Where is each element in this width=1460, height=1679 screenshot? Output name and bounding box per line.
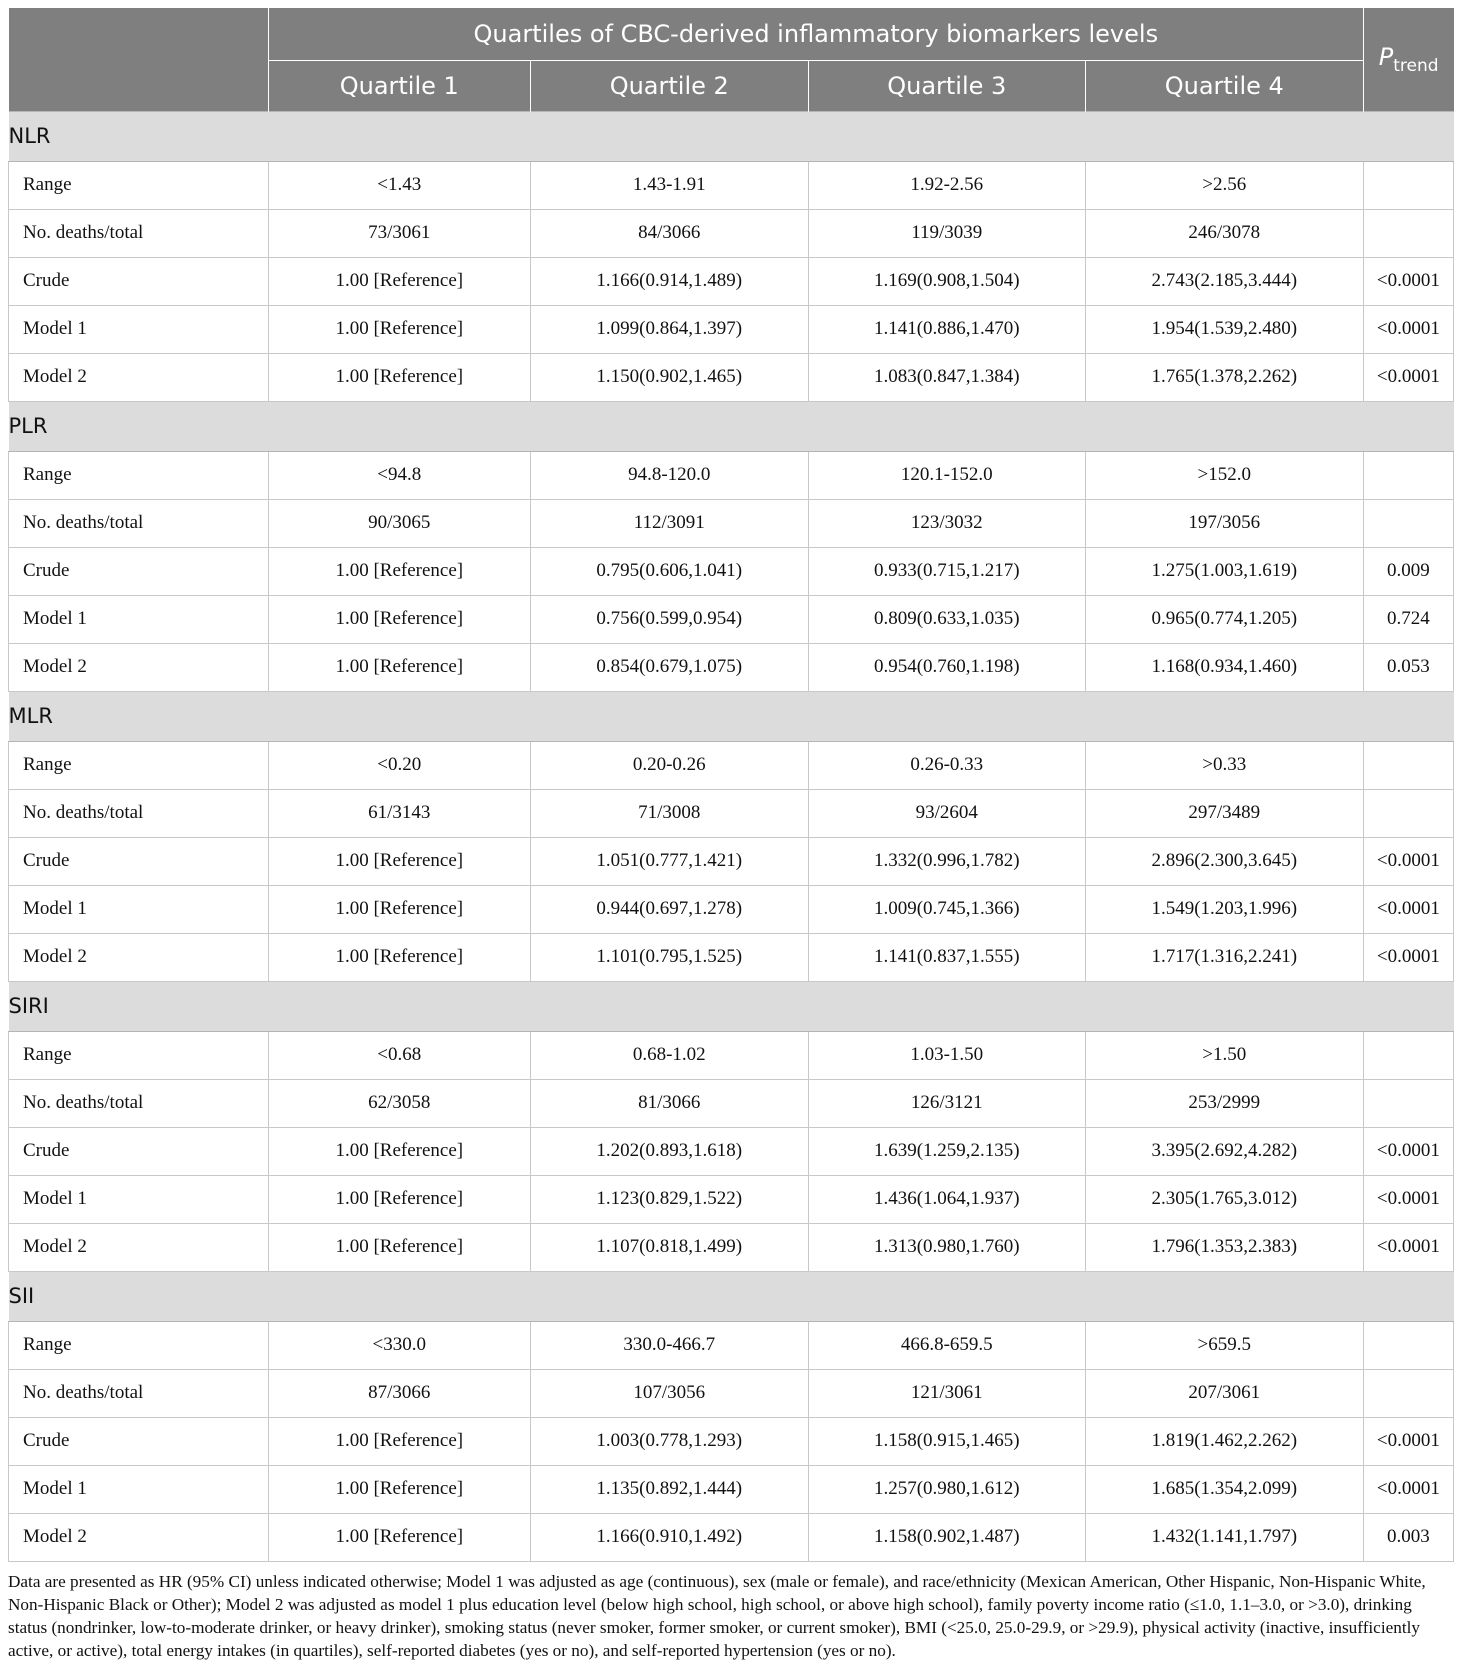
ptrend-cell: [1363, 1031, 1453, 1079]
quartile-cell-q1: 1.00 [Reference]: [268, 595, 530, 643]
quartile-cell-q1: 1.00 [Reference]: [268, 885, 530, 933]
row-label: Model 1: [9, 1465, 269, 1513]
quartile-cell-q3: 1.03-1.50: [808, 1031, 1085, 1079]
row-label: Model 2: [9, 643, 269, 691]
quartile-cell-q2: 0.795(0.606,1.041): [530, 547, 808, 595]
quartile-cell-q3: 0.26-0.33: [808, 741, 1085, 789]
quartile-cell-q3: 0.809(0.633,1.035): [808, 595, 1085, 643]
ptrend-cell: <0.0001: [1363, 257, 1453, 305]
quartile-cell-q2: 1.107(0.818,1.499): [530, 1223, 808, 1271]
section-row: [9, 981, 1454, 1031]
ptrend-p: P: [1378, 42, 1394, 71]
quartile-cell-q2: 0.20-0.26: [530, 741, 808, 789]
quartile-cell-q2: 1.135(0.892,1.444): [530, 1465, 808, 1513]
row-label: Crude: [9, 837, 269, 885]
header-empty-cell: [9, 8, 269, 111]
quartile-cell-q3: 93/2604: [808, 789, 1085, 837]
quartile-cell-q3: 1.009(0.745,1.366): [808, 885, 1085, 933]
quartile-cell-q4: 3.395(2.692,4.282): [1085, 1127, 1363, 1175]
quartile-cell-q4: 253/2999: [1085, 1079, 1363, 1127]
header-span-title: Quartiles of CBC-derived inflammatory biomarkers levels: [268, 8, 1363, 60]
section-row: [9, 111, 1454, 161]
table-row: [9, 1417, 1454, 1465]
ptrend-cell: <0.0001: [1363, 1127, 1453, 1175]
row-label: No. deaths/total: [9, 1369, 269, 1417]
section-title: SIRI: [9, 981, 1454, 1031]
ptrend-cell: [1363, 741, 1453, 789]
row-label: Model 2: [9, 1513, 269, 1561]
table-row: [9, 305, 1454, 353]
row-label: Range: [9, 1321, 269, 1369]
ptrend-cell: [1363, 1369, 1453, 1417]
quartile-cell-q4: 2.305(1.765,3.012): [1085, 1175, 1363, 1223]
ptrend-cell: <0.0001: [1363, 933, 1453, 981]
quartile-cell-q1: 87/3066: [268, 1369, 530, 1417]
table-row: [9, 1079, 1454, 1127]
quartile-cell-q3: 1.141(0.886,1.470): [808, 305, 1085, 353]
row-label: No. deaths/total: [9, 209, 269, 257]
quartile-cell-q3: 1.332(0.996,1.782): [808, 837, 1085, 885]
ptrend-subscript: trend: [1393, 55, 1439, 76]
table-row: [9, 837, 1454, 885]
quartile-cell-q2: 1.43-1.91: [530, 161, 808, 209]
quartile-cell-q3: 0.933(0.715,1.217): [808, 547, 1085, 595]
quartile-cell-q2: 1.166(0.914,1.489): [530, 257, 808, 305]
quartile-cell-q4: 1.432(1.141,1.797): [1085, 1513, 1363, 1561]
ptrend-cell: [1363, 451, 1453, 499]
row-label: Model 1: [9, 1175, 269, 1223]
quartile-cell-q4: 197/3056: [1085, 499, 1363, 547]
quartile-cell-q4: 1.954(1.539,2.480): [1085, 305, 1363, 353]
quartile-cell-q1: <0.68: [268, 1031, 530, 1079]
quartile-cell-q3: 1.257(0.980,1.612): [808, 1465, 1085, 1513]
ptrend-cell: [1363, 789, 1453, 837]
quartile-cell-q4: 207/3061: [1085, 1369, 1363, 1417]
results-table: [8, 8, 1454, 1562]
section-title: NLR: [9, 111, 1454, 161]
header-quartile-1: Quartile 1: [268, 60, 530, 111]
table-row: [9, 933, 1454, 981]
header-quartile-4: Quartile 4: [1085, 60, 1363, 111]
quartile-cell-q4: 246/3078: [1085, 209, 1363, 257]
row-label: Range: [9, 1031, 269, 1079]
quartile-cell-q1: 1.00 [Reference]: [268, 1127, 530, 1175]
table-row: [9, 1223, 1454, 1271]
row-label: Model 2: [9, 1223, 269, 1271]
quartile-cell-q2: 0.854(0.679,1.075): [530, 643, 808, 691]
quartile-cell-q1: <1.43: [268, 161, 530, 209]
ptrend-cell: <0.0001: [1363, 305, 1453, 353]
quartile-cell-q4: >2.56: [1085, 161, 1363, 209]
quartile-cell-q4: 1.168(0.934,1.460): [1085, 643, 1363, 691]
table-row: [9, 451, 1454, 499]
row-label: Range: [9, 451, 269, 499]
table-row: [9, 161, 1454, 209]
quartile-cell-q1: 1.00 [Reference]: [268, 1417, 530, 1465]
quartile-cell-q4: 1.796(1.353,2.383): [1085, 1223, 1363, 1271]
quartile-cell-q4: 1.685(1.354,2.099): [1085, 1465, 1363, 1513]
quartile-cell-q2: 1.202(0.893,1.618): [530, 1127, 808, 1175]
table-row: [9, 1175, 1454, 1223]
section-row: [9, 691, 1454, 741]
ptrend-cell: <0.0001: [1363, 1223, 1453, 1271]
quartile-cell-q1: <330.0: [268, 1321, 530, 1369]
row-label: No. deaths/total: [9, 789, 269, 837]
row-label: No. deaths/total: [9, 499, 269, 547]
quartile-cell-q2: 330.0-466.7: [530, 1321, 808, 1369]
ptrend-cell: [1363, 209, 1453, 257]
quartile-cell-q2: 1.166(0.910,1.492): [530, 1513, 808, 1561]
section-title: PLR: [9, 401, 1454, 451]
table-row: [9, 595, 1454, 643]
quartile-cell-q1: 62/3058: [268, 1079, 530, 1127]
row-label: Range: [9, 161, 269, 209]
quartile-cell-q4: 297/3489: [1085, 789, 1363, 837]
quartile-cell-q4: 1.275(1.003,1.619): [1085, 547, 1363, 595]
ptrend-cell: <0.0001: [1363, 1465, 1453, 1513]
table-row: [9, 789, 1454, 837]
quartile-cell-q1: 1.00 [Reference]: [268, 547, 530, 595]
ptrend-cell: [1363, 1079, 1453, 1127]
quartile-cell-q1: <0.20: [268, 741, 530, 789]
row-label: No. deaths/total: [9, 1079, 269, 1127]
ptrend-cell: <0.0001: [1363, 1175, 1453, 1223]
row-label: Crude: [9, 257, 269, 305]
ptrend-cell: 0.724: [1363, 595, 1453, 643]
ptrend-cell: <0.0001: [1363, 1417, 1453, 1465]
quartile-cell-q3: 1.141(0.837,1.555): [808, 933, 1085, 981]
section-row: [9, 1271, 1454, 1321]
row-label: Model 2: [9, 353, 269, 401]
quartile-cell-q1: <94.8: [268, 451, 530, 499]
header-quartile-2: Quartile 2: [530, 60, 808, 111]
table-row: [9, 499, 1454, 547]
quartile-cell-q3: 1.92-2.56: [808, 161, 1085, 209]
row-label: Crude: [9, 547, 269, 595]
table-row: [9, 209, 1454, 257]
table-row: [9, 1369, 1454, 1417]
quartile-cell-q1: 1.00 [Reference]: [268, 933, 530, 981]
table-row: [9, 547, 1454, 595]
quartile-cell-q2: 112/3091: [530, 499, 808, 547]
quartile-cell-q3: 120.1-152.0: [808, 451, 1085, 499]
quartile-cell-q1: 1.00 [Reference]: [268, 643, 530, 691]
quartile-cell-q2: 1.099(0.864,1.397): [530, 305, 808, 353]
quartile-cell-q3: 126/3121: [808, 1079, 1085, 1127]
quartile-cell-q1: 1.00 [Reference]: [268, 837, 530, 885]
row-label: Crude: [9, 1127, 269, 1175]
quartile-cell-q4: 2.896(2.300,3.645): [1085, 837, 1363, 885]
quartile-cell-q1: 90/3065: [268, 499, 530, 547]
quartile-cell-q1: 1.00 [Reference]: [268, 305, 530, 353]
quartile-cell-q2: 71/3008: [530, 789, 808, 837]
quartile-cell-q2: 1.051(0.777,1.421): [530, 837, 808, 885]
quartile-cell-q3: 121/3061: [808, 1369, 1085, 1417]
quartile-cell-q4: >659.5: [1085, 1321, 1363, 1369]
ptrend-cell: 0.053: [1363, 643, 1453, 691]
ptrend-cell: <0.0001: [1363, 837, 1453, 885]
quartile-cell-q1: 1.00 [Reference]: [268, 257, 530, 305]
row-label: Model 1: [9, 595, 269, 643]
row-label: Model 1: [9, 305, 269, 353]
table-row: [9, 1465, 1454, 1513]
quartile-cell-q2: 107/3056: [530, 1369, 808, 1417]
quartile-cell-q4: 1.765(1.378,2.262): [1085, 353, 1363, 401]
quartile-cell-q4: 0.965(0.774,1.205): [1085, 595, 1363, 643]
header-ptrend: [1363, 8, 1453, 111]
quartile-cell-q1: 1.00 [Reference]: [268, 1513, 530, 1561]
quartile-cell-q2: 81/3066: [530, 1079, 808, 1127]
quartile-cell-q3: 1.639(1.259,2.135): [808, 1127, 1085, 1175]
quartile-cell-q2: 94.8-120.0: [530, 451, 808, 499]
quartile-cell-q4: >152.0: [1085, 451, 1363, 499]
quartile-cell-q3: 1.436(1.064,1.937): [808, 1175, 1085, 1223]
quartile-cell-q2: 1.003(0.778,1.293): [530, 1417, 808, 1465]
quartile-cell-q4: >0.33: [1085, 741, 1363, 789]
ptrend-cell: 0.003: [1363, 1513, 1453, 1561]
quartile-cell-q3: 1.083(0.847,1.384): [808, 353, 1085, 401]
ptrend-cell: 0.009: [1363, 547, 1453, 595]
quartile-cell-q1: 61/3143: [268, 789, 530, 837]
ptrend-cell: <0.0001: [1363, 353, 1453, 401]
ptrend-cell: [1363, 161, 1453, 209]
table-row: [9, 353, 1454, 401]
quartile-cell-q3: 1.313(0.980,1.760): [808, 1223, 1085, 1271]
quartile-cell-q4: >1.50: [1085, 1031, 1363, 1079]
quartile-cell-q2: 84/3066: [530, 209, 808, 257]
quartile-cell-q1: 73/3061: [268, 209, 530, 257]
table-body: [9, 111, 1454, 1561]
quartile-cell-q3: 1.158(0.902,1.487): [808, 1513, 1085, 1561]
row-label: Range: [9, 741, 269, 789]
quartile-cell-q3: 119/3039: [808, 209, 1085, 257]
header-quartile-3: Quartile 3: [808, 60, 1085, 111]
table-row: [9, 741, 1454, 789]
quartile-cell-q1: 1.00 [Reference]: [268, 1465, 530, 1513]
table-row: [9, 885, 1454, 933]
row-label: Crude: [9, 1417, 269, 1465]
quartile-cell-q4: 2.743(2.185,3.444): [1085, 257, 1363, 305]
ptrend-cell: [1363, 499, 1453, 547]
quartile-cell-q4: 1.819(1.462,2.262): [1085, 1417, 1363, 1465]
quartile-cell-q3: 123/3032: [808, 499, 1085, 547]
row-label: Model 2: [9, 933, 269, 981]
table-row: [9, 1127, 1454, 1175]
table-row: [9, 643, 1454, 691]
quartile-cell-q1: 1.00 [Reference]: [268, 1223, 530, 1271]
quartile-cell-q3: 1.169(0.908,1.504): [808, 257, 1085, 305]
ptrend-cell: [1363, 1321, 1453, 1369]
ptrend-cell: <0.0001: [1363, 885, 1453, 933]
section-title: MLR: [9, 691, 1454, 741]
quartile-cell-q4: 1.717(1.316,2.241): [1085, 933, 1363, 981]
quartile-cell-q1: 1.00 [Reference]: [268, 353, 530, 401]
table-row: [9, 1321, 1454, 1369]
table-row: [9, 1031, 1454, 1079]
table-footnote: Data are presented as HR (95% CI) unless indicated otherwise; Model 1 was adjusted as age (continuous), sex (male or female), and race/ethnicity (Mexican American, Other Hispanic, Non-Hispanic White, Non-Hispanic Black or Other); Model 2 was adjusted as model 1 plus education level (below high school, high school, or above high school), family poverty income ratio (≤1.0, 1.1–3.0, or >3.0), drinking status (nondrinker, low-to-moderate drinker, or heavy drinker), smoking status (never smoker, former smoker, or current smoker), BMI (<25.0, 25.0-29.9, or >29.9), physical activity (inactive, insufficiently active, or active), total energy intakes (in quartiles), self-reported diabetes (yes or no), and self-reported hypertension (yes or no).: [8, 1571, 1426, 1660]
quartile-cell-q4: 1.549(1.203,1.996): [1085, 885, 1363, 933]
table-row: [9, 1513, 1454, 1561]
quartile-cell-q2: 0.756(0.599,0.954): [530, 595, 808, 643]
row-label: Model 1: [9, 885, 269, 933]
table-page: [8, 8, 1454, 1662]
quartile-cell-q2: 0.68-1.02: [530, 1031, 808, 1079]
table-header: [9, 8, 1454, 111]
quartile-cell-q2: 1.101(0.795,1.525): [530, 933, 808, 981]
quartile-cell-q2: 0.944(0.697,1.278): [530, 885, 808, 933]
table-row: [9, 257, 1454, 305]
quartile-cell-q2: 1.123(0.829,1.522): [530, 1175, 808, 1223]
quartile-cell-q3: 466.8-659.5: [808, 1321, 1085, 1369]
quartile-cell-q1: 1.00 [Reference]: [268, 1175, 530, 1223]
quartile-cell-q3: 1.158(0.915,1.465): [808, 1417, 1085, 1465]
quartile-cell-q2: 1.150(0.902,1.465): [530, 353, 808, 401]
section-title: SII: [9, 1271, 1454, 1321]
quartile-cell-q3: 0.954(0.760,1.198): [808, 643, 1085, 691]
section-row: [9, 401, 1454, 451]
